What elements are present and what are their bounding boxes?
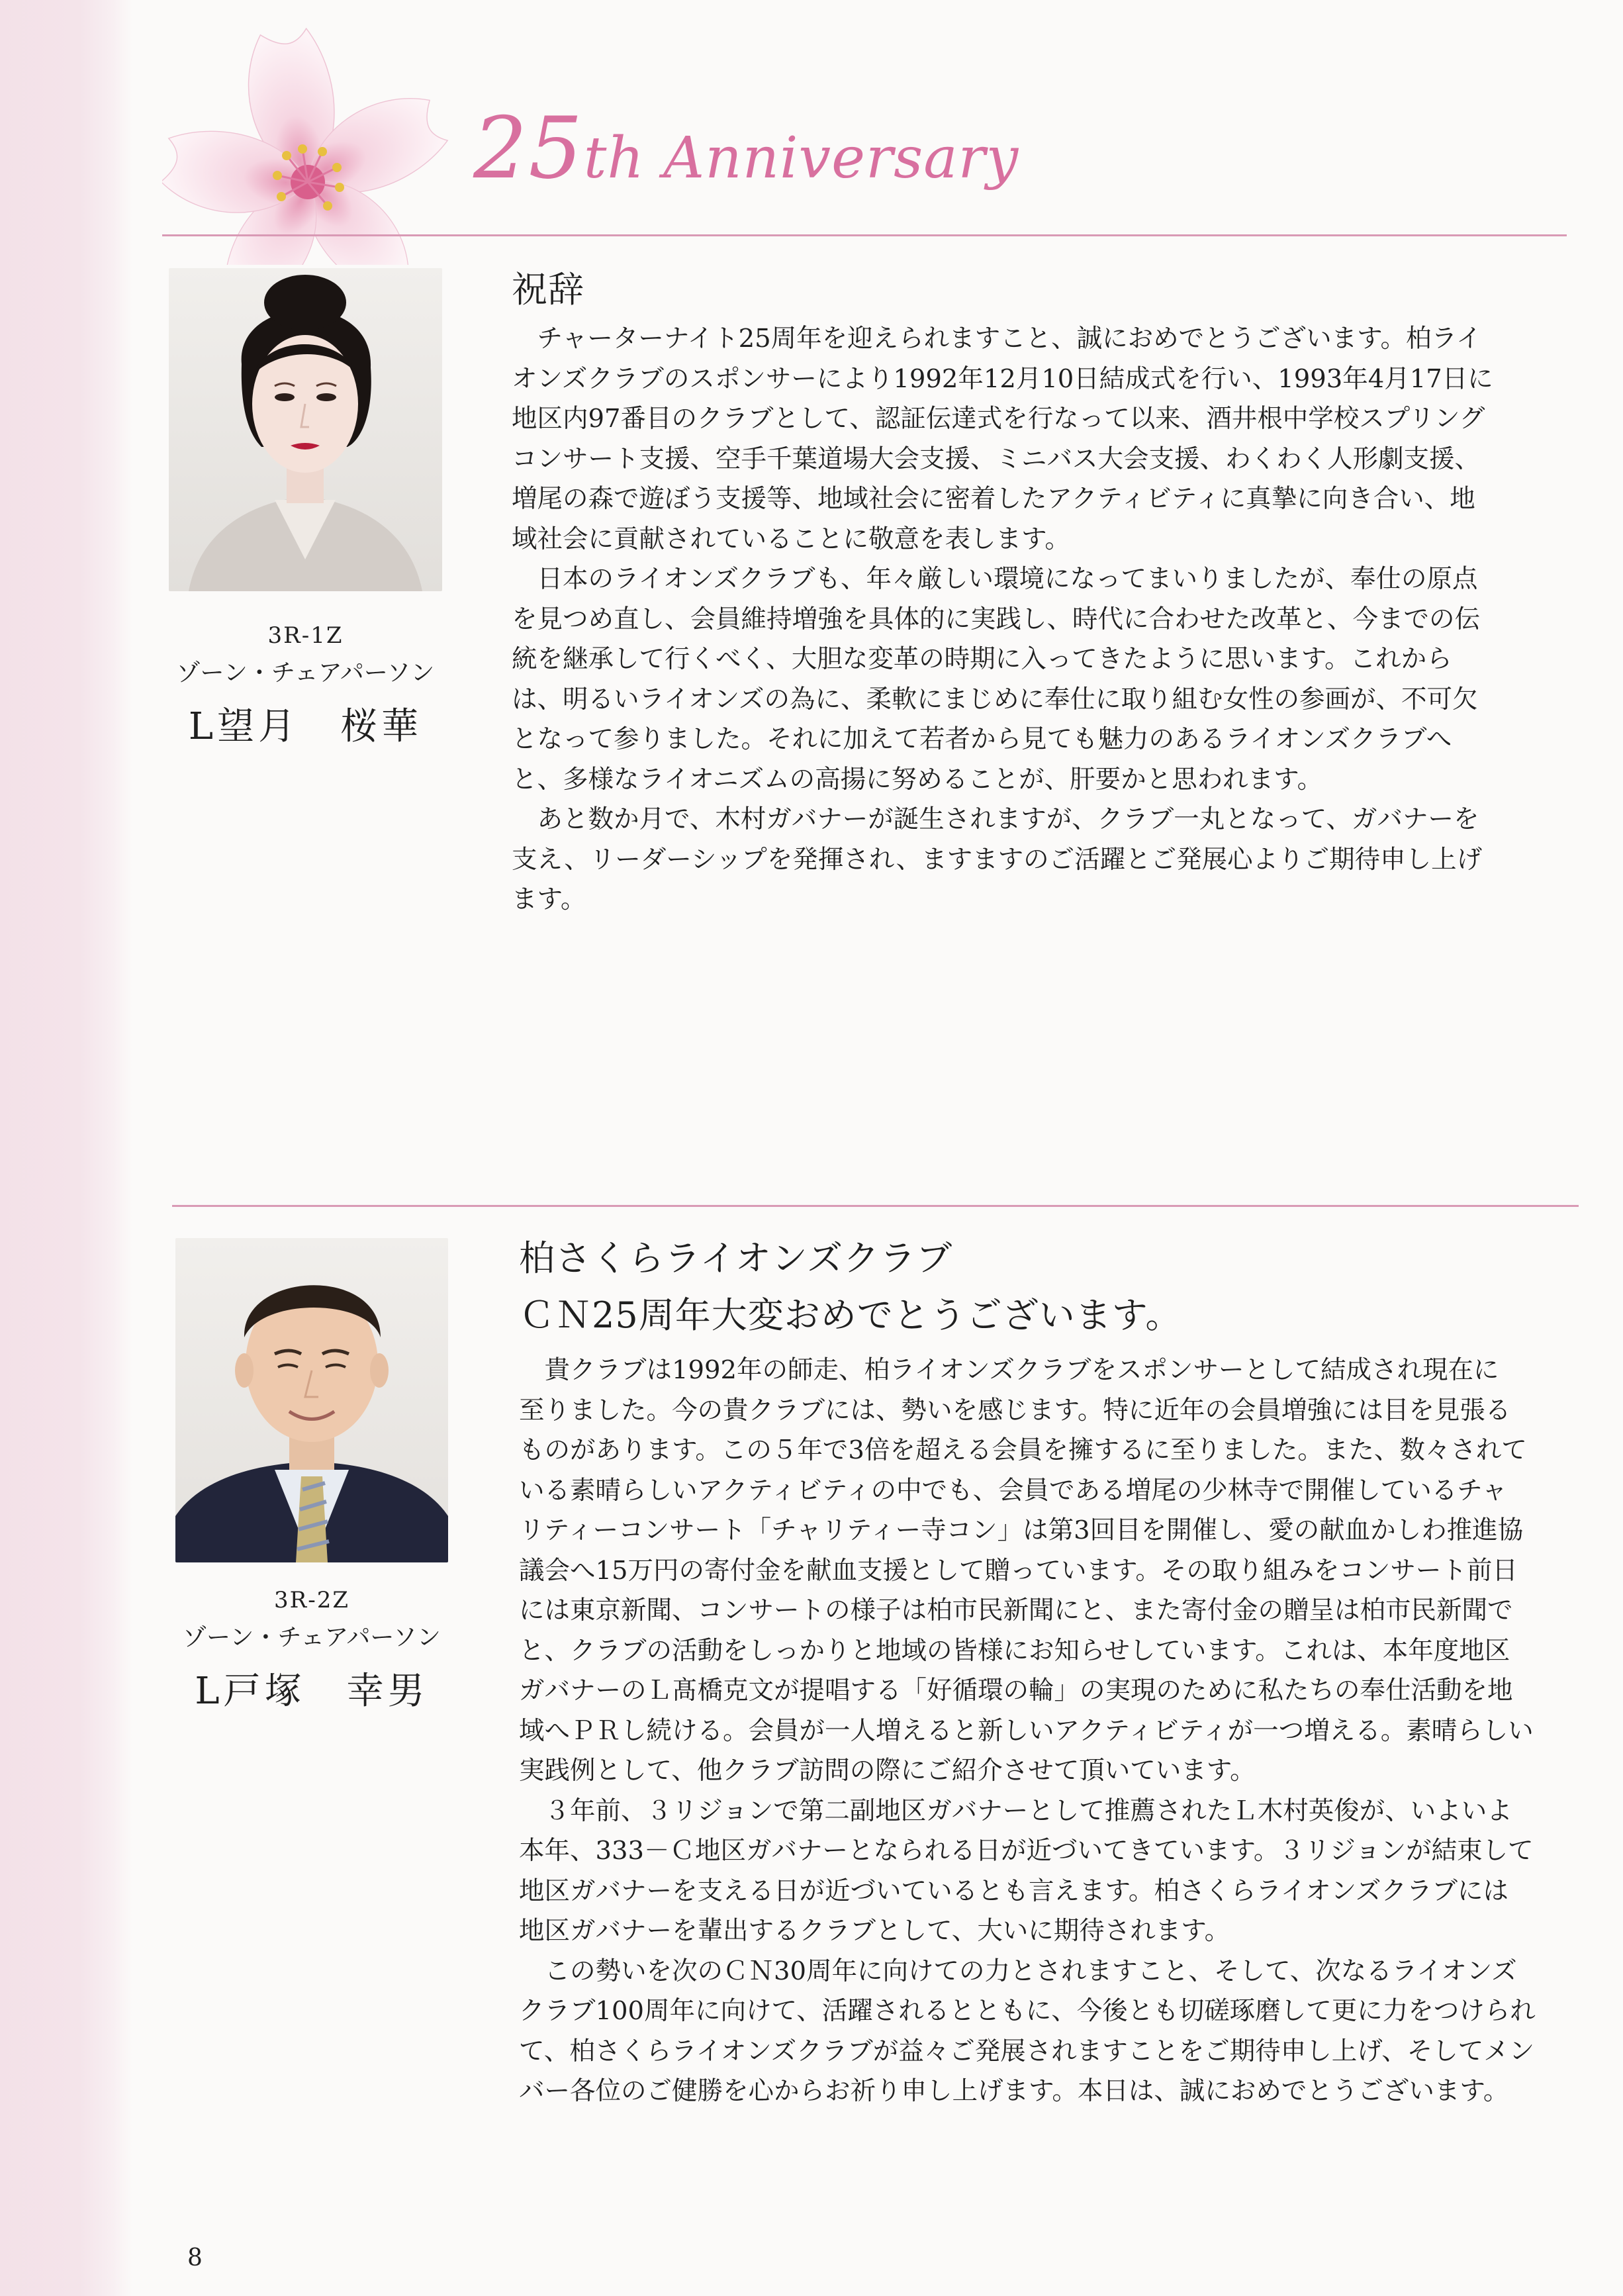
section2-line: ガバナーのＬ髙橋克文が提唱する「好循環の輪」の実現のために私たちの奉仕活動を地 — [519, 1676, 1513, 1705]
speaker2-caption — [175, 1587, 448, 1715]
section1-line: オンズクラブのスポンサーにより1992年12月10日結成式を行い、1993年4月17日に — [512, 363, 1493, 394]
section2-line: 地区ガバナーを輩出するクラブとして、大いに期待されます。 — [519, 1916, 1230, 1946]
section2-line: リティーコンサート「チャリティー寺コン」は第3回目を開催し、愛の献血かしわ推進協 — [519, 1515, 1524, 1545]
speaker1-caption — [169, 622, 442, 750]
section1-title: 祝辞 — [512, 269, 584, 311]
section1-line: 日本のライオンズクラブも、年々厳しい環境になってまいりましたが、奉仕の原点 — [512, 564, 1478, 594]
section2-line: バー各位のご健勝を心からお祈り申し上げます。本日は、誠におめでとうございます。 — [519, 2076, 1509, 2106]
section1-body — [512, 319, 1493, 920]
section2-line: クラブ100周年に向けて、活躍されるとともに、今後とも切磋琢磨して更に力をつけられ — [519, 1996, 1536, 2026]
speaker1-name: L望月 桜華 — [188, 705, 423, 748]
portrait-photo-woman — [169, 268, 442, 591]
section1-line: 統を継承して行くべく、大胆な変革の時期に入ってきたように思います。これから — [512, 644, 1452, 674]
section1-line: コンサート支援、空手千葉道場大会支援、ミニバス大会支援、わくわく人形劇支援、 — [512, 444, 1481, 474]
speaker2-role: ゾーン・チェアパーソン — [183, 1624, 441, 1651]
section1-line: は、明るいライオンズの為に、柔軟にまじめに奉仕に取り組む女性の参画が、不可欠 — [512, 684, 1478, 714]
anniversary-number: 25 — [473, 99, 584, 198]
header-rule — [162, 234, 1567, 236]
section2-line: て、柏さくらライオンズクラブが益々ご発展されますことをご期待申し上げ、そしてメン — [519, 2036, 1535, 2066]
section1-line: 支え、リーダーシップを発揮され、ますますのご活躍とご発展心よりご期待申し上げ — [512, 844, 1483, 875]
section2-line: ものがあります。この５年で3倍を超える会員を擁するに至りました。また、数々されて — [519, 1435, 1527, 1465]
section1-line: を見つめ直し、会員維持増強を具体的に実践し、時代に合わせた改革と、今までの伝 — [512, 604, 1481, 634]
portrait-photo-man — [175, 1238, 448, 1562]
section1-line: チャーターナイト25周年を迎えられますこと、誠におめでとうございます。柏ライ — [512, 324, 1482, 354]
cherry-blossom-icon — [162, 7, 480, 265]
section1-line: となって参りました。それに加えて若者から見ても魅力のあるライオンズクラブへ — [512, 724, 1452, 754]
section2-line: 地区ガバナーを支える日が近づいているとも言えます。柏さくらライオンズクラブには — [519, 1876, 1508, 1906]
anniversary-text: th Anniversary — [583, 125, 1019, 191]
section2-line: ３年前、３リジョンで第二副地区ガバナーとして推薦されたＬ木村英俊が、いよいよ — [519, 1795, 1512, 1826]
speaker1-role: ゾーン・チェアパーソン — [176, 659, 435, 687]
section1-line: 地区内97番目のクラブとして、認証伝達式を行なって以来、酒井根中学校スプリング — [512, 404, 1485, 434]
section2-line: 貴クラブは1992年の師走、柏ライオンズクラブをスポンサーとして結成され現在に — [519, 1355, 1499, 1385]
section2-line: と、クラブの活動をしっかりと地域の皆様にお知らせしています。これは、本年度地区 — [519, 1635, 1510, 1666]
section-divider — [172, 1205, 1579, 1207]
section2-title1: 柏さくらライオンズクラブ — [519, 1237, 953, 1279]
section2-line: 議会へ15万円の寄付金を献血支援として贈っています。その取り組みをコンサート前日 — [519, 1555, 1518, 1586]
section2-line: 本年、333－Ｃ地区ガバナーとなられる日が近づいてきています。３リジョンが結束して — [519, 1836, 1534, 1866]
section2-line: 至りました。今の貴クラブには、勢いを感じます。特に近年の会員増強には目を見張る — [519, 1395, 1511, 1425]
pink-side-band — [0, 0, 132, 2296]
section1-line: ます。 — [512, 885, 586, 914]
anniversary-title — [473, 99, 1019, 198]
section2-line: いる素晴らしいアクティビティの中でも、会員である増尾の少林寺で開催しているチャ — [519, 1475, 1508, 1506]
section2-line: この勢いを次のＣＮ30周年に向けての力とされますこと、そして、次なるライオンズ — [519, 1956, 1517, 1986]
section2-line: 域へＰＲし続ける。会員が一人増えると新しいアクティビティが一つ増える。素晴らしい — [519, 1715, 1534, 1746]
section2-title2: ＣＮ25周年大変おめでとうございます。 — [519, 1294, 1182, 1336]
speaker2-name: L戸塚 幸男 — [195, 1670, 429, 1713]
page-number: 8 — [187, 2244, 203, 2272]
section1-line: あと数か月で、木村ガバナーが誕生されますが、クラブ一丸となって、ガバナーを — [512, 804, 1479, 834]
section2-body — [519, 1351, 1536, 2112]
section1-line: と、多様なライオニズムの高揚に努めることが、肝要かと思われます。 — [512, 764, 1323, 794]
section2-line: には東京新聞、コンサートの様子は柏市民新聞にと、また寄付金の贈呈は柏市民新聞で — [519, 1596, 1513, 1625]
section1-line: 増尾の森で遊ぼう支援等、地域社会に密着したアクティビティに真摯に向き合い、地 — [512, 484, 1475, 514]
speaker2-code: 3R-2Z — [274, 1587, 349, 1613]
section1-line: 域社会に貢献されていることに敬意を表します。 — [512, 524, 1070, 554]
speaker1-code: 3R-1Z — [267, 622, 344, 649]
section2-line: 実践例として、他クラブ訪問の際にご紹介させて頂いています。 — [519, 1756, 1256, 1786]
